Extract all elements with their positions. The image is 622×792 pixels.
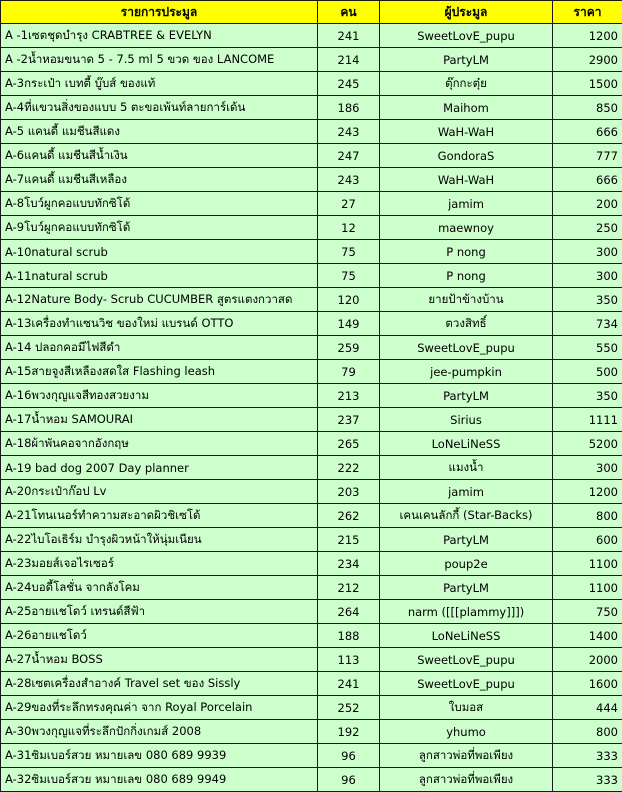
table-row (1, 648, 622, 672)
cell-price[interactable]: 1600 (553, 672, 622, 696)
cell-bidder[interactable]: SweetLovE_pupu (380, 24, 553, 48)
cell-price[interactable]: 200 (553, 192, 622, 216)
cell-count[interactable]: 264 (318, 600, 380, 624)
table-row (1, 504, 622, 528)
cell-price[interactable]: 800 (553, 720, 622, 744)
cell-item[interactable]: A-15สายจูงสีเหลืองสดใส Flashing leash (1, 360, 318, 384)
cell-item[interactable]: A-21โทนเนอร์ทำความสะอาดผิวชิเซโด้ (1, 504, 318, 528)
cell-item[interactable]: A-25อายแชโดว์ เทรนด์สีฟ้า (1, 600, 318, 624)
header-bidder[interactable]: ผู้ประมูล (380, 1, 553, 24)
cell-price[interactable]: 1100 (553, 552, 622, 576)
cell-count[interactable]: 192 (318, 720, 380, 744)
cell-item[interactable]: A-13เครื่องทำแซนวิช ของใหม่ แบรนด์ OTTO (1, 312, 318, 336)
table-row (1, 480, 622, 504)
cell-price[interactable]: 600 (553, 528, 622, 552)
cell-item[interactable]: A-26อายแชโดว์ (1, 624, 318, 648)
table-row (1, 144, 622, 168)
cell-count[interactable]: 212 (318, 576, 380, 600)
cell-price[interactable]: 444 (553, 696, 622, 720)
cell-count[interactable]: 75 (318, 240, 380, 264)
cell-bidder[interactable]: PartyLM (380, 48, 553, 72)
table-row (1, 432, 622, 456)
cell-bidder[interactable]: P nong (380, 240, 553, 264)
cell-price[interactable]: 2900 (553, 48, 622, 72)
cell-bidder[interactable]: ตวงสิทธิ์ (380, 312, 553, 336)
cell-item[interactable]: A-7แคนดี้ แมชีนสีเหลือง (1, 168, 318, 192)
cell-item[interactable]: A-20กระเป๋าก๊อป Lv (1, 480, 318, 504)
cell-bidder[interactable]: SweetLovE_pupu (380, 672, 553, 696)
table-row (1, 672, 622, 696)
cell-bidder[interactable]: P nong (380, 264, 553, 288)
cell-item[interactable]: A-27น้ำหอม BOSS (1, 648, 318, 672)
cell-count[interactable]: 222 (318, 456, 380, 480)
cell-price[interactable]: 300 (553, 240, 622, 264)
cell-count[interactable]: 241 (318, 672, 380, 696)
table-row (1, 528, 622, 552)
cell-bidder[interactable]: ลูกสาวพ่อที่พอเพียง (380, 744, 553, 768)
cell-bidder[interactable]: maewnoy (380, 216, 553, 240)
cell-bidder[interactable]: PartyLM (380, 576, 553, 600)
cell-item[interactable]: A-9โบว์ผูกคอแบบทักซิโด้ (1, 216, 318, 240)
cell-price[interactable]: 1500 (553, 72, 622, 96)
cell-count[interactable]: 241 (318, 24, 380, 48)
table-row (1, 288, 622, 312)
table-row (1, 336, 622, 360)
cell-item[interactable]: A-14 ปลอกคอมีไฟสีดำ (1, 336, 318, 360)
cell-item[interactable]: A-32ซิมเบอร์สวย หมายเลข 080 689 9949 (1, 768, 318, 792)
cell-item[interactable]: A-5 แคนดี้ แมชีนสีแดง (1, 120, 318, 144)
cell-count[interactable]: 120 (318, 288, 380, 312)
cell-item[interactable]: A -1เซตชุดบำรุง CRABTREE & EVELYN (1, 24, 318, 48)
cell-price[interactable]: 1400 (553, 624, 622, 648)
cell-price[interactable]: 666 (553, 168, 622, 192)
cell-bidder[interactable]: SweetLovE_pupu (380, 648, 553, 672)
cell-bidder[interactable]: เคนเคนลักกี้ (Star-Backs) (380, 504, 553, 528)
cell-bidder[interactable]: jamim (380, 480, 553, 504)
cell-price[interactable]: 550 (553, 336, 622, 360)
table-row (1, 120, 622, 144)
cell-bidder[interactable]: WaH-WaH (380, 168, 553, 192)
cell-count[interactable]: 265 (318, 432, 380, 456)
header-row (1, 1, 622, 24)
table-row (1, 48, 622, 72)
cell-count[interactable]: 213 (318, 384, 380, 408)
cell-price[interactable]: 300 (553, 456, 622, 480)
header-price[interactable]: ราคา (553, 1, 622, 24)
table-row (1, 576, 622, 600)
cell-price[interactable]: 850 (553, 96, 622, 120)
cell-bidder[interactable]: GondoraS (380, 144, 553, 168)
cell-bidder[interactable]: Sirius (380, 408, 553, 432)
cell-count[interactable]: 262 (318, 504, 380, 528)
cell-price[interactable]: 5200 (553, 432, 622, 456)
cell-item[interactable]: A-3กระเป๋า เบทตี้ บู๊บส์ ของแท้ (1, 72, 318, 96)
cell-price[interactable]: 2000 (553, 648, 622, 672)
cell-price[interactable]: 350 (553, 288, 622, 312)
cell-item[interactable]: A-23มอยส์เจอไรเซอร์ (1, 552, 318, 576)
cell-item[interactable]: A-22ไบโอเธิร์ม บำรุงผิวหน้าให้นุ่มเนียน (1, 528, 318, 552)
table-row (1, 264, 622, 288)
cell-price[interactable]: 1200 (553, 480, 622, 504)
cell-item[interactable]: A-4ที่แขวนสิ่งของแบบ 5 ตะขอเพ้นท์ลายการ์เด้น (1, 96, 318, 120)
cell-item[interactable]: A-8โบว์ผูกคอแบบทักซิโด้ (1, 192, 318, 216)
cell-count[interactable]: 149 (318, 312, 380, 336)
cell-bidder[interactable]: ลูกสาวพ่อที่พอเพียง (380, 768, 553, 792)
cell-item[interactable]: A -2น้ำหอมขนาด 5 - 7.5 ml 5 ขวด ของ LANCOME (1, 48, 318, 72)
cell-bidder[interactable]: ใบมอส (380, 696, 553, 720)
cell-item[interactable]: A-30พวงกุญแจที่ระลึกปักกิ่งเกมส์ 2008 (1, 720, 318, 744)
cell-bidder[interactable]: narm ([[[plammy]]]) (380, 600, 553, 624)
table-row (1, 624, 622, 648)
cell-item[interactable]: A-24บอดี้โลชั่น จากลังโคม (1, 576, 318, 600)
cell-bidder[interactable]: LoNeLiNeSS (380, 624, 553, 648)
table-row (1, 408, 622, 432)
cell-count[interactable]: 243 (318, 168, 380, 192)
cell-bidder[interactable]: poup2e (380, 552, 553, 576)
cell-bidder[interactable]: SweetLovE_pupu (380, 336, 553, 360)
cell-count[interactable]: 27 (318, 192, 380, 216)
table-row (1, 24, 622, 48)
cell-bidder[interactable]: แมงน้ำ (380, 456, 553, 480)
cell-count[interactable]: 79 (318, 360, 380, 384)
cell-bidder[interactable]: PartyLM (380, 384, 553, 408)
cell-item[interactable]: A-12Nature Body- Scrub CUCUMBER สูตรแตงกวาสด (1, 288, 318, 312)
cell-price[interactable]: 350 (553, 384, 622, 408)
cell-item[interactable]: A-10natural scrub (1, 240, 318, 264)
cell-count[interactable]: 96 (318, 744, 380, 768)
table-row (1, 312, 622, 336)
cell-price[interactable]: 500 (553, 360, 622, 384)
table-row (1, 168, 622, 192)
cell-price[interactable]: 333 (553, 744, 622, 768)
cell-price[interactable]: 734 (553, 312, 622, 336)
cell-item[interactable]: A-28เซตเครื่องสำอางค์ Travel set ของ Sissly (1, 672, 318, 696)
cell-count[interactable]: 113 (318, 648, 380, 672)
cell-count[interactable]: 12 (318, 216, 380, 240)
cell-item[interactable]: A-6แคนดี้ แมชีนสีน้ำเงิน (1, 144, 318, 168)
cell-bidder[interactable]: jee-pumpkin (380, 360, 553, 384)
cell-item[interactable]: A-19 bad dog 2007 Day planner (1, 456, 318, 480)
cell-count[interactable]: 186 (318, 96, 380, 120)
cell-count[interactable]: 203 (318, 480, 380, 504)
cell-item[interactable]: A-31ซิมเบอร์สวย หมายเลข 080 689 9939 (1, 744, 318, 768)
cell-item[interactable]: A-11natural scrub (1, 264, 318, 288)
cell-count[interactable]: 96 (318, 768, 380, 792)
cell-count[interactable]: 188 (318, 624, 380, 648)
table-row (1, 384, 622, 408)
cell-price[interactable]: 1200 (553, 24, 622, 48)
cell-bidder[interactable]: Maihom (380, 96, 553, 120)
table-row (1, 600, 622, 624)
table-row (1, 96, 622, 120)
cell-bidder[interactable]: PartyLM (380, 528, 553, 552)
cell-price[interactable]: 300 (553, 264, 622, 288)
cell-bidder[interactable]: jamim (380, 192, 553, 216)
cell-price[interactable]: 777 (553, 144, 622, 168)
cell-count[interactable]: 247 (318, 144, 380, 168)
header-count[interactable]: คน (318, 1, 380, 24)
table-row (1, 72, 622, 96)
cell-count[interactable]: 237 (318, 408, 380, 432)
cell-count[interactable]: 245 (318, 72, 380, 96)
cell-price[interactable]: 333 (553, 768, 622, 792)
cell-price[interactable]: 666 (553, 120, 622, 144)
cell-item[interactable]: A-18ผ้าพันคอจากอังกฤษ (1, 432, 318, 456)
cell-bidder[interactable]: WaH-WaH (380, 120, 553, 144)
cell-count[interactable]: 234 (318, 552, 380, 576)
cell-price[interactable]: 1100 (553, 576, 622, 600)
cell-bidder[interactable]: LoNeLiNeSS (380, 432, 553, 456)
table-row (1, 456, 622, 480)
cell-count[interactable]: 215 (318, 528, 380, 552)
header-item[interactable]: รายการประมูล (1, 1, 318, 24)
cell-price[interactable]: 750 (553, 600, 622, 624)
cell-count[interactable]: 259 (318, 336, 380, 360)
table-row (1, 696, 622, 720)
table-row (1, 768, 622, 792)
cell-price[interactable]: 250 (553, 216, 622, 240)
cell-price[interactable]: 1111 (553, 408, 622, 432)
table-row (1, 192, 622, 216)
table-row (1, 360, 622, 384)
cell-count[interactable]: 243 (318, 120, 380, 144)
cell-count[interactable]: 214 (318, 48, 380, 72)
table-row (1, 240, 622, 264)
table-row (1, 216, 622, 240)
cell-count[interactable]: 75 (318, 264, 380, 288)
cell-bidder[interactable]: yhumo (380, 720, 553, 744)
table-row (1, 552, 622, 576)
cell-bidder[interactable]: ยายป้าข้างบ้าน (380, 288, 553, 312)
cell-price[interactable]: 800 (553, 504, 622, 528)
cell-item[interactable]: A-17น้ำหอม SAMOURAI (1, 408, 318, 432)
cell-item[interactable]: A-16พวงกุญแจสีทองสวยงาม (1, 384, 318, 408)
cell-bidder[interactable]: ตุ๊กกะตุ๋ย (380, 72, 553, 96)
table-row (1, 720, 622, 744)
table-body (1, 24, 622, 792)
table-row (1, 744, 622, 768)
cell-item[interactable]: A-29ของที่ระลึกทรงคุณค่า จาก Royal Porcelain (1, 696, 318, 720)
cell-count[interactable]: 252 (318, 696, 380, 720)
